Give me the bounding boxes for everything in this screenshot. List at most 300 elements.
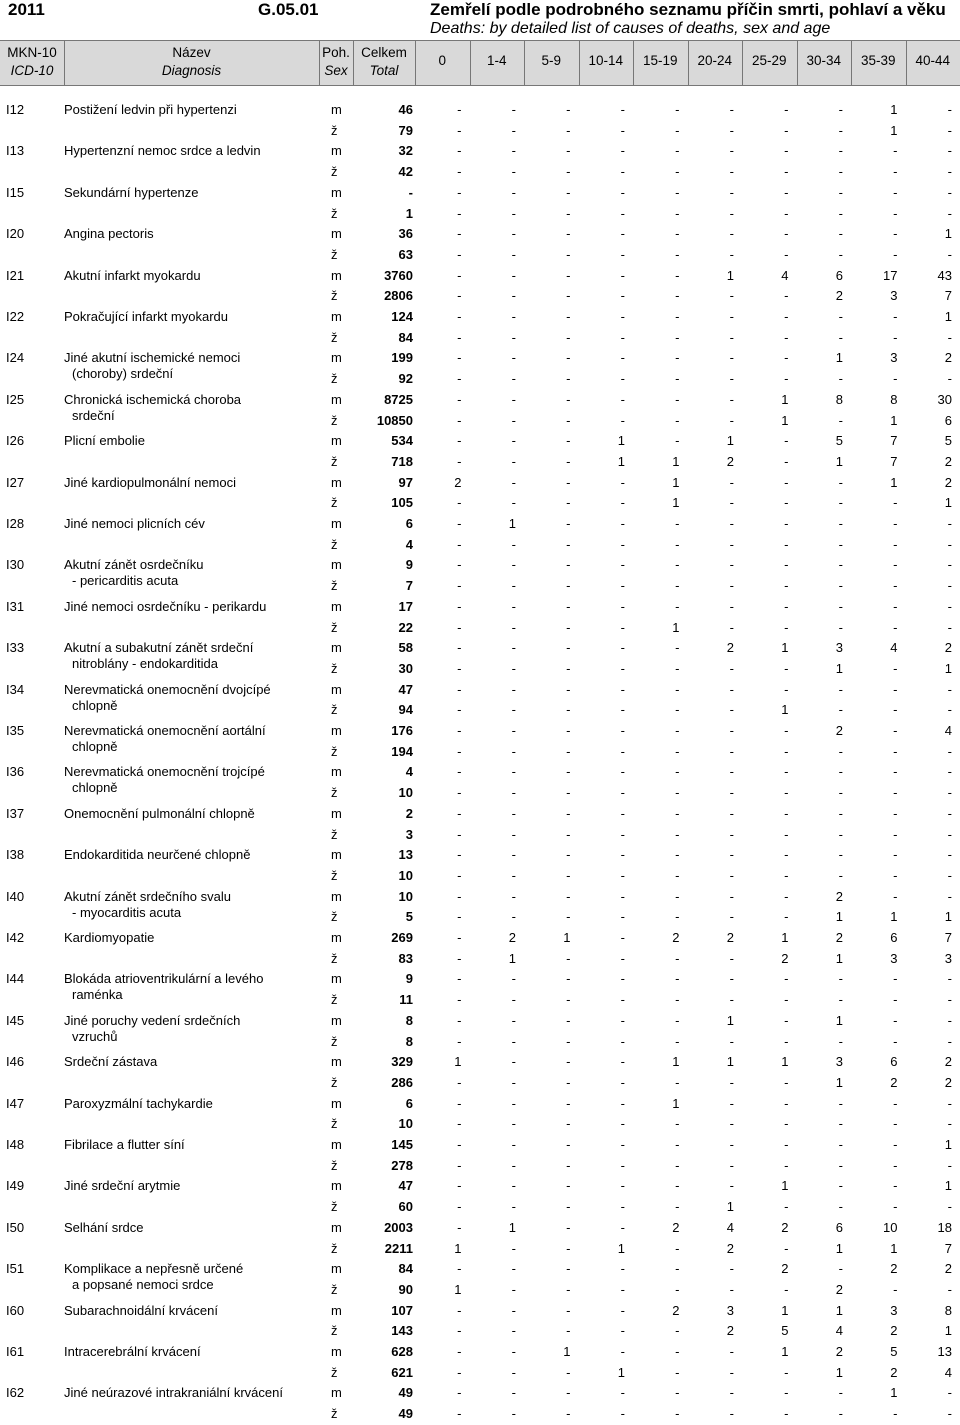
age-cell: - bbox=[803, 827, 843, 842]
total-cell: 47 bbox=[355, 682, 413, 697]
column-divider bbox=[906, 41, 907, 85]
age-cell: 30 bbox=[912, 392, 952, 407]
age-cell: 10 bbox=[858, 1220, 898, 1235]
table-row bbox=[0, 1073, 960, 1094]
icd-code: I49 bbox=[6, 1178, 24, 1193]
age-cell: 6 bbox=[858, 930, 898, 945]
age-cell: - bbox=[912, 143, 952, 158]
age-cell: - bbox=[585, 392, 625, 407]
sex-cell: ž bbox=[331, 951, 338, 966]
age-cell: 6 bbox=[803, 1220, 843, 1235]
total-cell: 9 bbox=[355, 557, 413, 572]
column-header-icd bbox=[0, 44, 64, 80]
age-cell: 2 bbox=[694, 640, 734, 655]
age-cell: - bbox=[749, 992, 789, 1007]
age-cell: 18 bbox=[912, 1220, 952, 1235]
age-cell: - bbox=[531, 392, 571, 407]
age-cell: - bbox=[803, 702, 843, 717]
sex-cell: m bbox=[331, 723, 342, 738]
age-cell: - bbox=[531, 806, 571, 821]
age-cell: - bbox=[749, 723, 789, 738]
age-cell: - bbox=[585, 1013, 625, 1028]
age-cell: - bbox=[912, 1116, 952, 1131]
age-cell: - bbox=[694, 330, 734, 345]
age-cell: - bbox=[749, 1199, 789, 1214]
age-cell: - bbox=[749, 206, 789, 221]
table-row bbox=[0, 969, 960, 990]
age-cell: 5 bbox=[912, 433, 952, 448]
age-cell: 8 bbox=[858, 392, 898, 407]
age-cell: 1 bbox=[694, 268, 734, 283]
age-cell: - bbox=[585, 1137, 625, 1152]
age-cell: - bbox=[640, 847, 680, 862]
age-cell: 1 bbox=[585, 1241, 625, 1256]
age-cell: - bbox=[858, 599, 898, 614]
age-cell: - bbox=[858, 1137, 898, 1152]
age-cell: 17 bbox=[858, 268, 898, 283]
age-cell: - bbox=[912, 744, 952, 759]
table-row bbox=[0, 638, 960, 659]
age-cell: - bbox=[640, 785, 680, 800]
age-cell: - bbox=[749, 102, 789, 117]
age-cell: - bbox=[858, 992, 898, 1007]
total-cell: 6 bbox=[355, 516, 413, 531]
age-cell: - bbox=[694, 909, 734, 924]
age-cell: - bbox=[694, 475, 734, 490]
age-cell: - bbox=[476, 909, 516, 924]
total-cell: 5 bbox=[355, 909, 413, 924]
sex-cell: m bbox=[331, 1344, 342, 1359]
age-cell: - bbox=[694, 123, 734, 138]
icd-code: I15 bbox=[6, 185, 24, 200]
age-cell: 3 bbox=[694, 1303, 734, 1318]
total-cell: 36 bbox=[355, 226, 413, 241]
age-cell: - bbox=[422, 185, 462, 200]
age-cell: - bbox=[531, 1241, 571, 1256]
age-cell: - bbox=[640, 1178, 680, 1193]
age-cell: - bbox=[749, 433, 789, 448]
column-divider bbox=[688, 41, 689, 85]
total-cell: 2 bbox=[355, 806, 413, 821]
age-cell: - bbox=[585, 102, 625, 117]
total-cell: 10850 bbox=[355, 413, 413, 428]
age-cell: - bbox=[476, 1178, 516, 1193]
age-cell: - bbox=[585, 992, 625, 1007]
age-cell: - bbox=[585, 1199, 625, 1214]
age-cell: - bbox=[476, 330, 516, 345]
age-cell: - bbox=[585, 330, 625, 345]
age-cell: 2 bbox=[803, 889, 843, 904]
age-cell: 4 bbox=[858, 640, 898, 655]
sex-cell: ž bbox=[331, 744, 338, 759]
sex-cell: m bbox=[331, 1096, 342, 1111]
age-cell: - bbox=[422, 1013, 462, 1028]
age-cell: - bbox=[476, 185, 516, 200]
age-cell: - bbox=[585, 413, 625, 428]
age-cell: - bbox=[858, 1013, 898, 1028]
age-cell: - bbox=[531, 516, 571, 531]
age-cell: - bbox=[476, 1116, 516, 1131]
age-cell: 7 bbox=[912, 288, 952, 303]
age-cell: - bbox=[531, 971, 571, 986]
total-cell: 90 bbox=[355, 1282, 413, 1297]
age-cell: 1 bbox=[803, 350, 843, 365]
age-cell: - bbox=[531, 143, 571, 158]
table-row bbox=[0, 1135, 960, 1156]
sex-cell: ž bbox=[331, 247, 338, 262]
age-cell: - bbox=[858, 537, 898, 552]
age-cell: - bbox=[694, 578, 734, 593]
column-divider bbox=[797, 41, 798, 85]
column-header-icd-en: ICD-10 bbox=[0, 62, 64, 80]
diagnosis-name: Endokarditida neurčené chlopně bbox=[64, 847, 250, 862]
column-divider bbox=[633, 41, 634, 85]
age-cell: - bbox=[476, 1137, 516, 1152]
age-cell: - bbox=[422, 1178, 462, 1193]
age-cell: - bbox=[531, 1137, 571, 1152]
age-cell: 1 bbox=[749, 1303, 789, 1318]
age-cell: - bbox=[803, 620, 843, 635]
age-cell: - bbox=[585, 661, 625, 676]
age-cell: - bbox=[640, 1406, 680, 1421]
icd-code: I26 bbox=[6, 433, 24, 448]
age-cell: - bbox=[422, 827, 462, 842]
age-cell: - bbox=[694, 288, 734, 303]
total-cell: 17 bbox=[355, 599, 413, 614]
age-cell: - bbox=[585, 475, 625, 490]
age-cell: - bbox=[640, 123, 680, 138]
table-row bbox=[0, 700, 960, 721]
age-cell: 8 bbox=[803, 392, 843, 407]
age-cell: 2 bbox=[858, 1323, 898, 1338]
diagnosis-name: Srdeční zástava bbox=[64, 1054, 157, 1069]
sex-cell: ž bbox=[331, 123, 338, 138]
age-cell: - bbox=[640, 143, 680, 158]
age-cell: - bbox=[749, 185, 789, 200]
age-cell: 1 bbox=[694, 1199, 734, 1214]
age-cell: - bbox=[749, 1034, 789, 1049]
age-cell: - bbox=[585, 185, 625, 200]
age-cell: - bbox=[912, 1034, 952, 1049]
icd-code: I40 bbox=[6, 889, 24, 904]
age-cell: - bbox=[749, 889, 789, 904]
age-cell: - bbox=[749, 827, 789, 842]
age-cell: - bbox=[694, 309, 734, 324]
age-cell: - bbox=[803, 309, 843, 324]
age-cell: - bbox=[749, 1096, 789, 1111]
age-cell: - bbox=[694, 1158, 734, 1173]
diagnosis-name: Postižení ledvin při hypertenzi bbox=[64, 102, 237, 117]
age-cell: 7 bbox=[858, 433, 898, 448]
age-cell: - bbox=[694, 992, 734, 1007]
age-cell: - bbox=[476, 413, 516, 428]
age-cell: - bbox=[858, 847, 898, 862]
sex-cell: m bbox=[331, 1137, 342, 1152]
age-cell: 1 bbox=[476, 951, 516, 966]
age-cell: 1 bbox=[749, 1054, 789, 1069]
icd-code: I31 bbox=[6, 599, 24, 614]
age-cell: - bbox=[749, 1116, 789, 1131]
age-cell: - bbox=[422, 1116, 462, 1131]
age-cell: - bbox=[422, 392, 462, 407]
age-cell: - bbox=[694, 764, 734, 779]
age-cell: 4 bbox=[912, 1365, 952, 1380]
age-cell: - bbox=[640, 951, 680, 966]
total-cell: 84 bbox=[355, 330, 413, 345]
diagnosis-name: Nerevmatická onemocnění dvojcípé bbox=[64, 682, 271, 697]
age-cell: 1 bbox=[640, 475, 680, 490]
age-cell: - bbox=[858, 661, 898, 676]
sex-cell: ž bbox=[331, 413, 338, 428]
age-cell: - bbox=[585, 723, 625, 738]
sex-cell: ž bbox=[331, 1158, 338, 1173]
age-cell: - bbox=[585, 785, 625, 800]
age-cell: - bbox=[803, 537, 843, 552]
age-cell: 1 bbox=[912, 495, 952, 510]
age-cell: - bbox=[476, 1323, 516, 1338]
age-cell: 3 bbox=[858, 951, 898, 966]
age-cell: 1 bbox=[858, 102, 898, 117]
age-cell: - bbox=[640, 909, 680, 924]
age-cell: - bbox=[749, 764, 789, 779]
age-cell: - bbox=[585, 268, 625, 283]
age-cell: - bbox=[640, 516, 680, 531]
age-cell: - bbox=[531, 827, 571, 842]
age-cell: - bbox=[912, 1406, 952, 1421]
table-row bbox=[0, 1011, 960, 1032]
age-cell: - bbox=[531, 1220, 571, 1235]
age-cell: 1 bbox=[912, 309, 952, 324]
diagnosis-name: Komplikace a nepřesně určené bbox=[64, 1261, 243, 1276]
total-cell: 2211 bbox=[355, 1241, 413, 1256]
age-cell: - bbox=[694, 785, 734, 800]
age-cell: - bbox=[422, 1137, 462, 1152]
age-cell: - bbox=[694, 620, 734, 635]
age-cell: - bbox=[694, 371, 734, 386]
age-cell: 1 bbox=[640, 454, 680, 469]
age-cell: - bbox=[694, 1075, 734, 1090]
age-cell: 1 bbox=[531, 930, 571, 945]
total-cell: 8725 bbox=[355, 392, 413, 407]
age-cell: 2 bbox=[749, 951, 789, 966]
icd-code: I12 bbox=[6, 102, 24, 117]
age-cell: 1 bbox=[749, 392, 789, 407]
age-cell: - bbox=[476, 226, 516, 241]
age-cell: - bbox=[476, 868, 516, 883]
age-cell: 1 bbox=[912, 909, 952, 924]
age-cell: - bbox=[422, 764, 462, 779]
total-cell: 718 bbox=[355, 454, 413, 469]
age-cell: - bbox=[858, 143, 898, 158]
column-header-total bbox=[353, 44, 415, 80]
sex-cell: ž bbox=[331, 1365, 338, 1380]
age-cell: 1 bbox=[803, 454, 843, 469]
age-cell: - bbox=[640, 1158, 680, 1173]
icd-code: I46 bbox=[6, 1054, 24, 1069]
age-cell: - bbox=[585, 247, 625, 262]
sex-cell: ž bbox=[331, 827, 338, 842]
age-cell: 2 bbox=[803, 1344, 843, 1359]
diagnosis-name: Fibrilace a flutter síní bbox=[64, 1137, 185, 1152]
age-cell: - bbox=[803, 1034, 843, 1049]
age-cell: - bbox=[858, 516, 898, 531]
table-row bbox=[0, 576, 960, 597]
table-row bbox=[0, 928, 960, 949]
age-cell: - bbox=[912, 868, 952, 883]
age-cell: - bbox=[858, 371, 898, 386]
age-cell: - bbox=[640, 868, 680, 883]
age-cell: - bbox=[694, 889, 734, 904]
age-cell: - bbox=[422, 557, 462, 572]
age-cell: - bbox=[749, 847, 789, 862]
age-cell: 1 bbox=[858, 413, 898, 428]
age-cell: - bbox=[749, 454, 789, 469]
age-cell: - bbox=[585, 868, 625, 883]
age-cell: - bbox=[422, 1344, 462, 1359]
sex-cell: ž bbox=[331, 992, 338, 1007]
age-cell: - bbox=[476, 1385, 516, 1400]
age-cell: 1 bbox=[422, 1241, 462, 1256]
age-cell: - bbox=[640, 640, 680, 655]
sex-cell: ž bbox=[331, 288, 338, 303]
age-cell: - bbox=[476, 620, 516, 635]
age-cell: - bbox=[531, 330, 571, 345]
age-cell: - bbox=[912, 992, 952, 1007]
age-cell: 6 bbox=[858, 1054, 898, 1069]
age-cell: - bbox=[422, 971, 462, 986]
age-cell: - bbox=[585, 1178, 625, 1193]
total-cell: 107 bbox=[355, 1303, 413, 1318]
age-cell: - bbox=[531, 889, 571, 904]
diagnosis-name: Jiné neúrazové intrakraniální krvácení bbox=[64, 1385, 283, 1400]
age-cell: - bbox=[803, 992, 843, 1007]
sex-cell: m bbox=[331, 475, 342, 490]
age-cell: - bbox=[585, 889, 625, 904]
age-cell: - bbox=[694, 206, 734, 221]
age-cell: - bbox=[749, 806, 789, 821]
age-cell: 3 bbox=[858, 350, 898, 365]
column-header-age: 20-24 bbox=[688, 52, 743, 70]
age-cell: - bbox=[422, 951, 462, 966]
age-cell: - bbox=[749, 1075, 789, 1090]
total-cell: 329 bbox=[355, 1054, 413, 1069]
age-cell: - bbox=[422, 268, 462, 283]
age-cell: - bbox=[531, 123, 571, 138]
age-cell: - bbox=[422, 413, 462, 428]
age-cell: - bbox=[422, 620, 462, 635]
age-cell: - bbox=[476, 661, 516, 676]
age-cell: - bbox=[912, 537, 952, 552]
age-cell: - bbox=[422, 537, 462, 552]
age-cell: - bbox=[858, 1199, 898, 1214]
total-cell: 10 bbox=[355, 889, 413, 904]
age-cell: - bbox=[531, 992, 571, 1007]
age-cell: - bbox=[640, 413, 680, 428]
column-header-diagnosis bbox=[64, 44, 319, 80]
sex-cell: ž bbox=[331, 578, 338, 593]
sex-cell: ž bbox=[331, 1406, 338, 1421]
age-cell: - bbox=[531, 268, 571, 283]
icd-code: I21 bbox=[6, 268, 24, 283]
icd-code: I44 bbox=[6, 971, 24, 986]
total-cell: 278 bbox=[355, 1158, 413, 1173]
age-cell: - bbox=[858, 557, 898, 572]
total-cell: 8 bbox=[355, 1034, 413, 1049]
age-cell: - bbox=[476, 640, 516, 655]
sex-cell: ž bbox=[331, 537, 338, 552]
age-cell: - bbox=[749, 1241, 789, 1256]
table-row bbox=[0, 328, 960, 349]
age-cell: - bbox=[640, 971, 680, 986]
age-cell: - bbox=[476, 1054, 516, 1069]
age-cell: 1 bbox=[531, 1344, 571, 1359]
age-cell: - bbox=[585, 1054, 625, 1069]
table-row bbox=[0, 1032, 960, 1053]
total-cell: 194 bbox=[355, 744, 413, 759]
title-bar bbox=[0, 0, 960, 40]
table-row bbox=[0, 1239, 960, 1260]
age-cell: 1 bbox=[749, 413, 789, 428]
age-cell: - bbox=[694, 516, 734, 531]
age-cell: - bbox=[422, 1220, 462, 1235]
age-cell: - bbox=[858, 1034, 898, 1049]
age-cell: 1 bbox=[912, 1137, 952, 1152]
table-row bbox=[0, 1301, 960, 1322]
age-cell: - bbox=[694, 723, 734, 738]
age-cell: - bbox=[858, 620, 898, 635]
age-cell: - bbox=[585, 1116, 625, 1131]
age-cell: - bbox=[694, 827, 734, 842]
age-cell: 1 bbox=[749, 1344, 789, 1359]
age-cell: 2 bbox=[912, 350, 952, 365]
age-cell: - bbox=[640, 350, 680, 365]
age-cell: - bbox=[912, 1158, 952, 1173]
table-row bbox=[0, 990, 960, 1011]
age-cell: - bbox=[694, 661, 734, 676]
age-cell: - bbox=[803, 123, 843, 138]
age-cell: - bbox=[803, 806, 843, 821]
age-cell: - bbox=[585, 930, 625, 945]
age-cell: - bbox=[476, 102, 516, 117]
age-cell: - bbox=[640, 206, 680, 221]
age-cell: - bbox=[912, 206, 952, 221]
age-cell: - bbox=[585, 971, 625, 986]
age-cell: - bbox=[476, 847, 516, 862]
total-cell: 145 bbox=[355, 1137, 413, 1152]
age-cell: - bbox=[531, 185, 571, 200]
icd-code: I13 bbox=[6, 143, 24, 158]
age-cell: - bbox=[803, 557, 843, 572]
total-cell: 2003 bbox=[355, 1220, 413, 1235]
age-cell: - bbox=[531, 1199, 571, 1214]
age-cell: - bbox=[640, 1034, 680, 1049]
age-cell: 1 bbox=[476, 1220, 516, 1235]
age-cell: - bbox=[476, 164, 516, 179]
age-cell: 1 bbox=[912, 1323, 952, 1338]
age-cell: - bbox=[858, 164, 898, 179]
age-cell: - bbox=[694, 143, 734, 158]
age-cell: - bbox=[749, 1365, 789, 1380]
age-cell: - bbox=[858, 1158, 898, 1173]
age-cell: - bbox=[422, 847, 462, 862]
age-cell: - bbox=[912, 827, 952, 842]
sex-cell: m bbox=[331, 350, 342, 365]
age-cell: - bbox=[803, 206, 843, 221]
sex-cell: m bbox=[331, 764, 342, 779]
age-cell: - bbox=[531, 206, 571, 221]
icd-code: I22 bbox=[6, 309, 24, 324]
table-row bbox=[0, 1156, 960, 1177]
